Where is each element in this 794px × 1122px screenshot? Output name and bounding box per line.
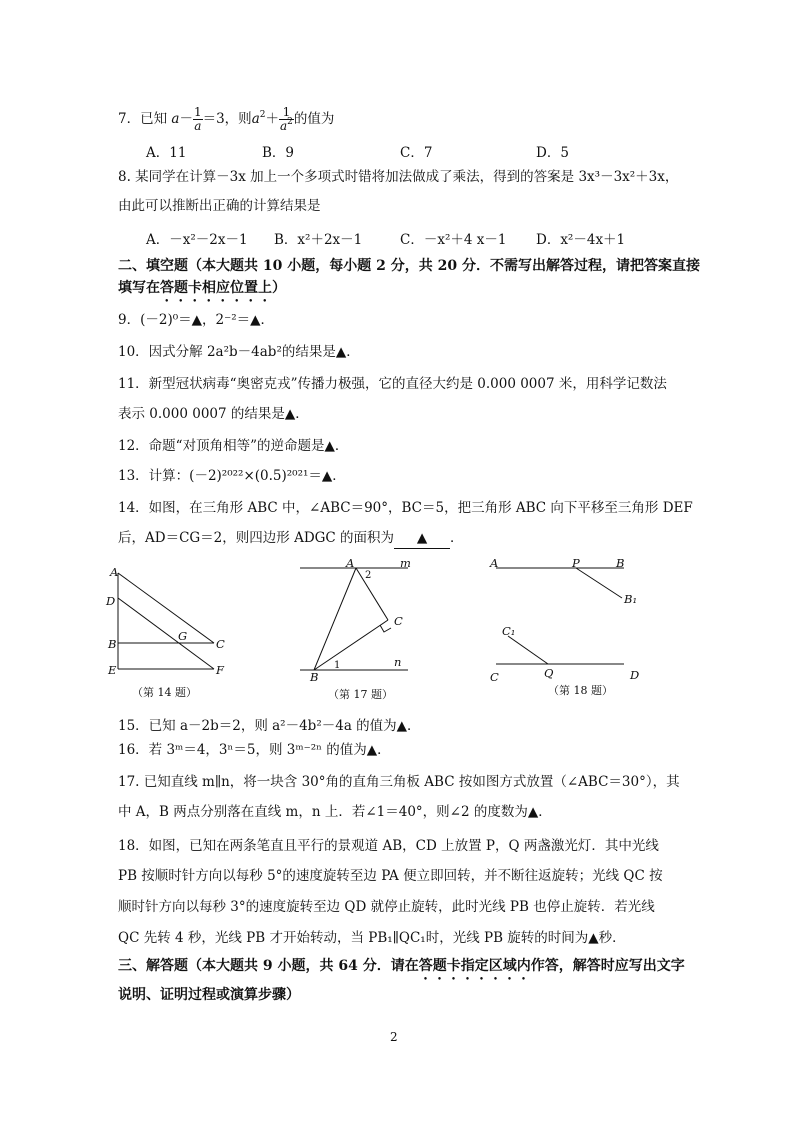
question-14-line1: 14．如图，在三角形 ABC 中，∠ABC＝90°，BC＝5，把三角形 ABC 向下平移至三角形 DEF	[118, 500, 693, 516]
fig14-label-e: E	[108, 663, 117, 677]
figure-18	[490, 558, 640, 678]
question-11-line1: 11．新型冠状病毒“奥密克戎”传播力极强，它的直径大约是 0.000 0007 米，用科学记数法	[118, 376, 667, 392]
question-7: 7．已知 a－ $\frac{1}{a}$ ＝3，则$a^2+$ $\frac{1}{a^2}$ 的值为	[118, 105, 335, 133]
fig17-label-c: C	[394, 614, 403, 628]
fig17-line-cb	[314, 620, 388, 670]
question-14-line2: 后，AD＝CG＝2，则四边形 ADGC 的面积为 ▲ ．	[118, 528, 464, 549]
question-18-line3: 顺时针方向以每秒 3°的速度旋转至边 QD 就停止旋转，此时光线 PB 也停止旋转．若光线	[118, 899, 655, 915]
fraction-1-over-a-squared: $\frac{1}{a^2}$	[279, 105, 293, 133]
fig17-caption: （第 17 题）	[328, 688, 393, 701]
q7-option-a: A．11	[146, 145, 187, 161]
question-18-line2: PB 按顺时针方向以每秒 5°的速度旋转至边 PA 便立即回转，并不断往返旋转；光线 QC 按	[118, 868, 663, 884]
page-number: 2	[390, 1030, 398, 1044]
question-16: 16．若 3ᵐ＝4，3ⁿ＝5，则 3ᵐ⁻²ⁿ 的值为▲．	[118, 742, 391, 758]
question-11-line2: 表示 0.000 0007 的结果是▲．	[118, 406, 309, 422]
fig14-line-df	[118, 598, 214, 669]
fig14-line-ac	[118, 573, 214, 643]
fig17-label-b: B	[310, 670, 319, 684]
fig17-right-angle-mark	[380, 625, 391, 632]
fig17-label-m: m	[400, 556, 411, 570]
fig18-label-c1: C₁	[502, 624, 516, 638]
fig14-label-f: F	[216, 663, 224, 677]
q8-option-d: D．x²－4x＋1	[536, 232, 626, 248]
question-18-line4: QC 先转 4 秒，光线 PB 才开始转动，当 PB₁∥QC₁时，光线 PB 旋转的时间为▲秒．	[118, 930, 626, 946]
question-8-line2: 由此可以推断出正确的计算结果是	[118, 198, 321, 214]
fig14-label-b: B	[108, 637, 117, 651]
fig18-label-a: A	[490, 556, 499, 570]
fraction-1-over-a: $\frac{1}{a}$	[193, 105, 202, 133]
fig17-line-ac	[356, 568, 388, 620]
section-3-heading: 三、解答题（本大题共 9 小题，共 64 分．请在答题卡指定区域内作答，解答时应写出文字	[118, 958, 685, 974]
q8-option-c: C．－x²＋4 x－1	[400, 232, 507, 248]
question-17-line2: 中 A，B 两点分别落在直线 m，n 上．若∠1＝40°，则∠2 的度数为▲．	[118, 804, 552, 820]
fig17-label-a: A	[346, 556, 355, 570]
fig18-ray-qc1	[508, 636, 548, 664]
fig17-label-n: n	[394, 655, 402, 669]
question-8-line1: 8. 某同学在计算－3x 加上一个多项式时错将加法做成了乘法，得到的答案是 3x³－3x²＋3x，	[118, 169, 679, 185]
fig18-label-d: D	[630, 668, 640, 682]
fig17-label-angle2: 2	[365, 570, 372, 581]
fig18-label-q: Q	[544, 666, 554, 680]
section-2-heading: 二、填空题（本大题共 10 小题，每小题 2 分，共 20 分．不需写出解答过程，请把答案直接	[118, 258, 700, 274]
fig18-caption: （第 18 题）	[548, 684, 613, 697]
q8-option-b: B．x²＋2x－1	[274, 232, 363, 248]
answer-blank: ▲	[394, 528, 450, 549]
section-2-heading-line2: 填写在答题卡相应位置上）	[118, 280, 286, 296]
question-12: 12．命题“对顶角相等”的逆命题是▲．	[118, 438, 349, 454]
section-3-heading-line2: 说明、证明过程或演算步骤）	[118, 987, 300, 1003]
question-18-line1: 18．如图，已知在两条笔直且平行的景观道 AB，CD 上放置 P，Q 两盏激光灯．其中光线	[118, 838, 659, 854]
q7-option-d: D．5	[536, 145, 569, 161]
question-10: 10．因式分解 2a²b－4ab²的结果是▲．	[118, 344, 360, 360]
fig17-line-ab	[314, 568, 356, 670]
fig18-label-b1: B₁	[624, 592, 638, 606]
question-15: 15．已知 a－2b＝2，则 a²－4b²－4a 的值为▲．	[118, 718, 421, 734]
q8-option-a: A．－x²－2x－1	[146, 232, 248, 248]
fig18-ray-pb1	[576, 568, 622, 598]
fig14-label-g: G	[178, 629, 188, 643]
fig14-caption: （第 14 题）	[132, 686, 197, 699]
figure-14	[104, 563, 244, 698]
q7-option-c: C．7	[400, 145, 433, 161]
q7-option-b: B．9	[262, 145, 295, 161]
fig14-label-a: A	[110, 565, 119, 579]
question-9: 9．(－2)⁰＝▲，2⁻²＝▲．	[118, 312, 275, 328]
question-17-line1: 17. 已知直线 m∥n，将一块含 30°角的直角三角板 ABC 按如图方式放置（∠ABC＝30°），其	[118, 774, 680, 790]
fig18-label-c: C	[490, 670, 499, 684]
fig14-label-c: C	[216, 637, 225, 651]
fig14-label-d: D	[106, 594, 116, 608]
fig17-label-angle1: 1	[334, 660, 341, 671]
fig18-label-p: P	[572, 556, 580, 570]
fig18-label-b: B	[616, 556, 625, 570]
question-13: 13．计算：(－2)²⁰²²×(0.5)²⁰²¹＝▲．	[118, 468, 346, 484]
